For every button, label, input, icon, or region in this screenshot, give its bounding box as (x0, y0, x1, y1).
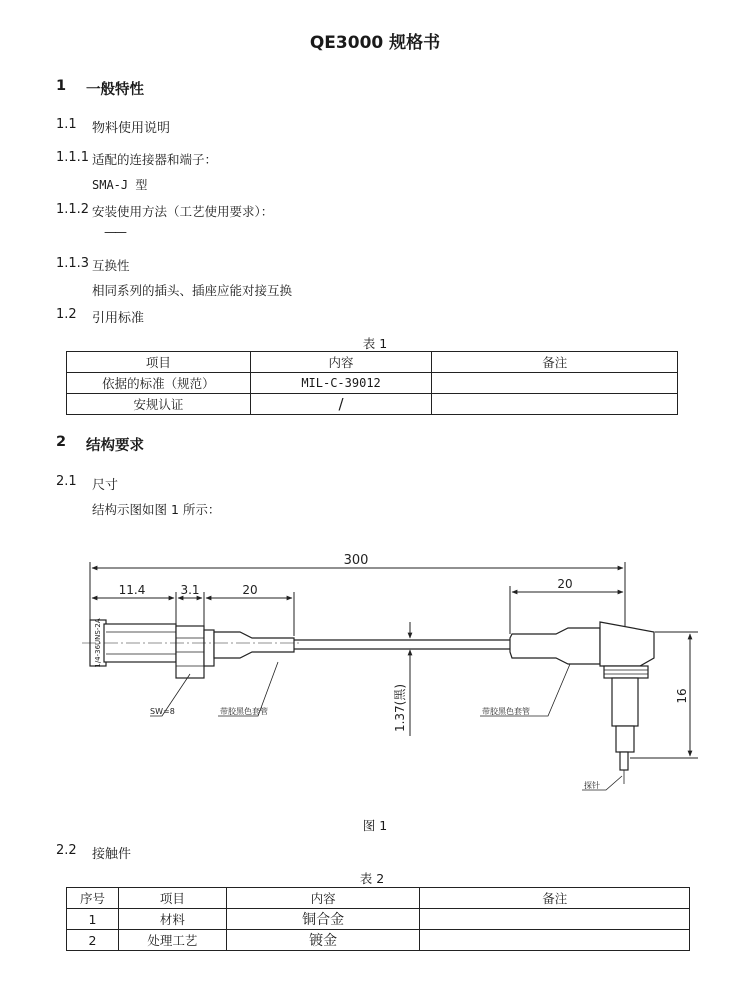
section-2-1-number: 2.1 (56, 474, 77, 489)
section-2-2-number: 2.2 (56, 843, 77, 858)
table-header-cell: 项目 (118, 888, 226, 909)
probe-label: 探针 (584, 781, 600, 790)
table-header-cell: 备注 (420, 888, 690, 909)
section-1-1-2-heading: 安装使用方法（工艺使用要求）： (92, 204, 274, 219)
figure-1-caption: 图 1 (362, 818, 388, 833)
cable-assembly-drawing (0, 540, 750, 810)
section-2-1-heading: 尺寸 (92, 478, 119, 493)
table-cell (432, 394, 678, 415)
table-row (67, 888, 690, 909)
table-cell: 镀金 (226, 930, 420, 951)
table-cell (420, 930, 690, 951)
section-1-2-number: 1.2 (56, 307, 77, 322)
table-1-caption: 表 1 (362, 336, 388, 351)
section-1-1-1-number: 1.1.1 (56, 150, 90, 165)
table-cell: 铜合金 (226, 909, 420, 930)
table-cell: MIL-C-39012 (250, 373, 432, 394)
table-cell: 依据的标准（规范） (67, 373, 251, 394)
dim-connector-length: 11.4 (118, 583, 146, 597)
section-1-1-3-heading: 互换性 (92, 258, 130, 273)
table-row (67, 909, 690, 930)
dim-cable-diameter: 1.37(黑) (393, 683, 407, 733)
dim-left-sleeve: 20 (242, 583, 258, 597)
table-row (67, 373, 678, 394)
dim-elbow-height: 16 (675, 688, 689, 704)
table-header-cell: 项目 (67, 352, 251, 373)
table-2-caption: 表 2 (359, 871, 385, 886)
section-1-number: 1 (56, 78, 67, 94)
table-cell: 2 (67, 930, 119, 951)
table-header-cell: 备注 (432, 352, 678, 373)
table-cell: 材料 (118, 909, 226, 930)
table-row (67, 394, 678, 415)
table-row (67, 352, 678, 373)
table-row (67, 930, 690, 951)
table-cell (432, 373, 678, 394)
section-1-1-heading: 物料使用说明 (92, 121, 171, 136)
table-cell: 1 (67, 909, 119, 930)
wrench-size-label: SW=8 (150, 707, 175, 716)
section-2-heading: 结构要求 (86, 438, 144, 454)
section-2-2-heading: 接触件 (92, 847, 132, 862)
figure-intro-text: 结构示图如图 1 所示： (92, 502, 221, 517)
connector-type: SMA-J 型 (92, 178, 148, 192)
table-cell: / (250, 394, 432, 415)
right-sleeve-label: 带胶黑色套管 (482, 707, 530, 716)
left-sleeve-label: 带胶黑色套管 (220, 707, 268, 716)
section-1-1-number: 1.1 (56, 117, 77, 132)
dim-total-length: 300 (343, 553, 369, 568)
table-cell (420, 909, 690, 930)
table-1 (66, 351, 678, 415)
table-cell: 处理工艺 (118, 930, 226, 951)
interchangeability-text: 相同系列的插头、插座应能对接互换 (92, 283, 293, 298)
section-1-heading: 一般特性 (86, 82, 144, 98)
table-header-cell: 内容 (226, 888, 420, 909)
section-1-2-heading: 引用标准 (92, 311, 145, 326)
document-title: QE3000 规格书 (309, 33, 441, 53)
section-1-1-3-number: 1.1.3 (56, 256, 90, 271)
install-method-value: —— (104, 224, 125, 239)
section-1-1-1-heading: 适配的连接器和端子： (92, 152, 218, 167)
section-1-1-2-number: 1.1.2 (56, 202, 90, 217)
table-cell: 安规认证 (67, 394, 251, 415)
table-2 (66, 887, 690, 951)
thread-label: 1/4-36UNS-2A (94, 618, 102, 668)
table-header-cell: 序号 (67, 888, 119, 909)
section-2-number: 2 (56, 434, 67, 450)
dim-right-sleeve: 20 (557, 577, 573, 591)
dim-nut-width: 3.1 (180, 583, 200, 597)
table-header-cell: 内容 (250, 352, 432, 373)
